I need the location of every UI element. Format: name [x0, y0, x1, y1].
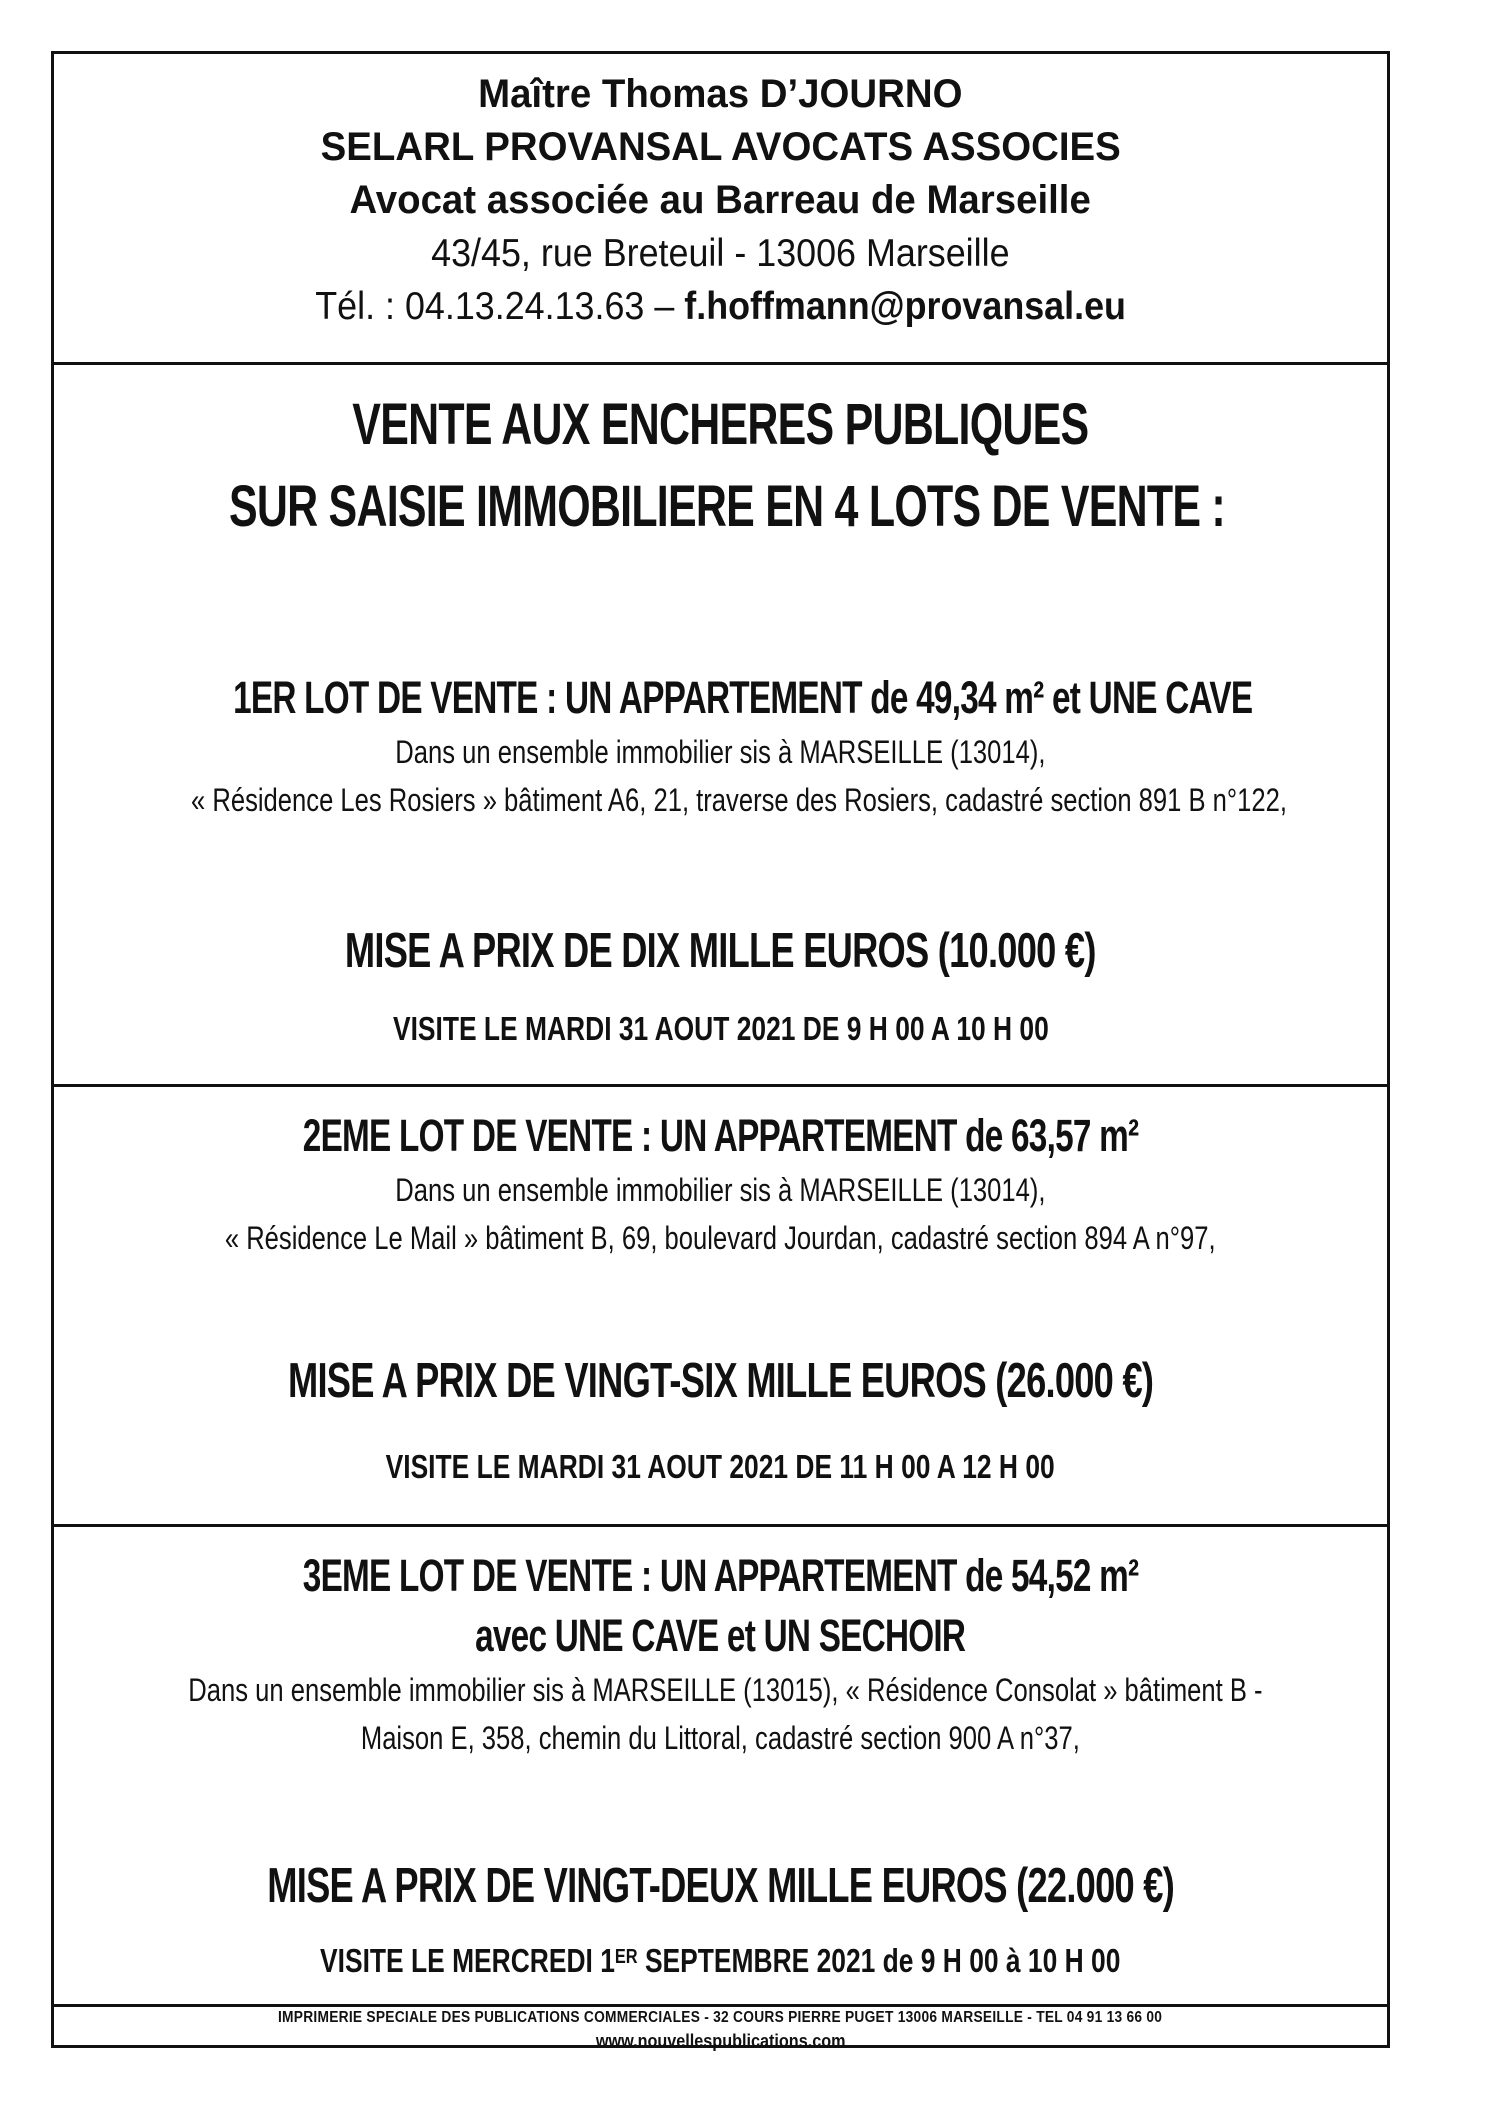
- lot-visit: VISITE LE MERCREDI 1ER SEPTEMBRE 2021 de 9 H 00 à 10 H 00: [320, 1942, 1121, 1979]
- lot-2-price-block: [54, 1349, 1387, 1413]
- lot-3: [54, 1546, 1387, 1762]
- law-firm: SELARL PROVANSAL AVOCATS ASSOCIES: [320, 125, 1121, 169]
- sale-title: [54, 384, 1387, 548]
- lot-description: Dans un ensemble immobilier sis à MARSEILLE (13014),: [395, 1172, 1046, 1208]
- printer-info: IMPRIMERIE SPECIALE DES PUBLICATIONS COMMERCIALES - 32 COURS PIERRE PUGET 13006 MARSEILLE - TEL 04 91 13 66 00: [278, 2009, 1163, 2026]
- firm-phone: Tél. : 04.13.24.13.63 –: [315, 285, 685, 328]
- printer-footer: [54, 2007, 1387, 2053]
- title-line-1: VENTE AUX ENCHERES PUBLIQUES: [352, 392, 1089, 457]
- lawyer-role: Avocat associée au Barreau de Marseille: [349, 178, 1092, 222]
- lot-heading: 3EME LOT DE VENTE : UN APPARTEMENT de 54,52 m²: [302, 1550, 1139, 1601]
- lot-visit: VISITE LE MARDI 31 AOUT 2021 DE 11 H 00 A 12 H 00: [385, 1448, 1056, 1485]
- lot-description: Maison E, 358, chemin du Littoral, cadastré section 900 A n°37,: [361, 1720, 1080, 1756]
- notice-frame: [51, 51, 1390, 2051]
- lot-description: « Résidence Le Mail » bâtiment B, 69, boulevard Jourdan, cadastré section 894 A n°97,: [225, 1220, 1216, 1256]
- divider: [54, 1084, 1387, 1087]
- lot-1-price-block: [54, 919, 1387, 983]
- lot-description: Dans un ensemble immobilier sis à MARSEILLE (13015), « Résidence Consolat » bâtiment B -: [188, 1672, 1263, 1708]
- lot-1-visit-block: [54, 1004, 1387, 1054]
- lot-heading: 2EME LOT DE VENTE : UN APPARTEMENT de 63,57 m²: [302, 1110, 1139, 1161]
- divider: [54, 1524, 1387, 1527]
- lot-price: MISE A PRIX DE DIX MILLE EUROS (10.000 €): [345, 924, 1096, 978]
- lot-heading-line-2: avec UNE CAVE et UN SECHOIR: [475, 1610, 966, 1661]
- lot-3-price-block: [54, 1854, 1387, 1918]
- lot-price: MISE A PRIX DE VINGT-SIX MILLE EUROS (26.000 €): [287, 1354, 1154, 1408]
- lawyer-name: Maître Thomas D’JOURNO: [478, 72, 963, 116]
- lot-visit: VISITE LE MARDI 31 AOUT 2021 DE 9 H 00 A 10 H 00: [392, 1010, 1049, 1047]
- lot-description: « Résidence Les Rosiers » bâtiment A6, 21, traverse des Rosiers, cadastré section 891 B n°122,: [190, 782, 1287, 818]
- ordinal-superscript: ER: [615, 1944, 638, 1968]
- lot-1: [54, 668, 1387, 824]
- lot-price: MISE A PRIX DE VINGT-DEUX MILLE EUROS (22.000 €): [267, 1859, 1174, 1913]
- lot-2-visit-block: [54, 1442, 1387, 1492]
- lot-description: Dans un ensemble immobilier sis à MARSEILLE (13014),: [395, 734, 1046, 770]
- lot-heading: 1ER LOT DE VENTE : UN APPARTEMENT de 49,34 m² et UNE CAVE: [233, 672, 1253, 723]
- printer-website[interactable]: www.nouvellespublications.com: [595, 2031, 846, 2051]
- lawyer-header: [54, 68, 1387, 333]
- lot-2: [54, 1106, 1387, 1262]
- firm-address: 43/45, rue Breteuil - 13006 Marseille: [431, 232, 1010, 275]
- title-line-2: SUR SAISIE IMMOBILIERE EN 4 LOTS DE VENTE :: [228, 474, 1225, 539]
- firm-email: f.hoffmann@provansal.eu: [684, 285, 1126, 328]
- lot-3-visit-block: [54, 1936, 1387, 1986]
- divider: [54, 362, 1387, 365]
